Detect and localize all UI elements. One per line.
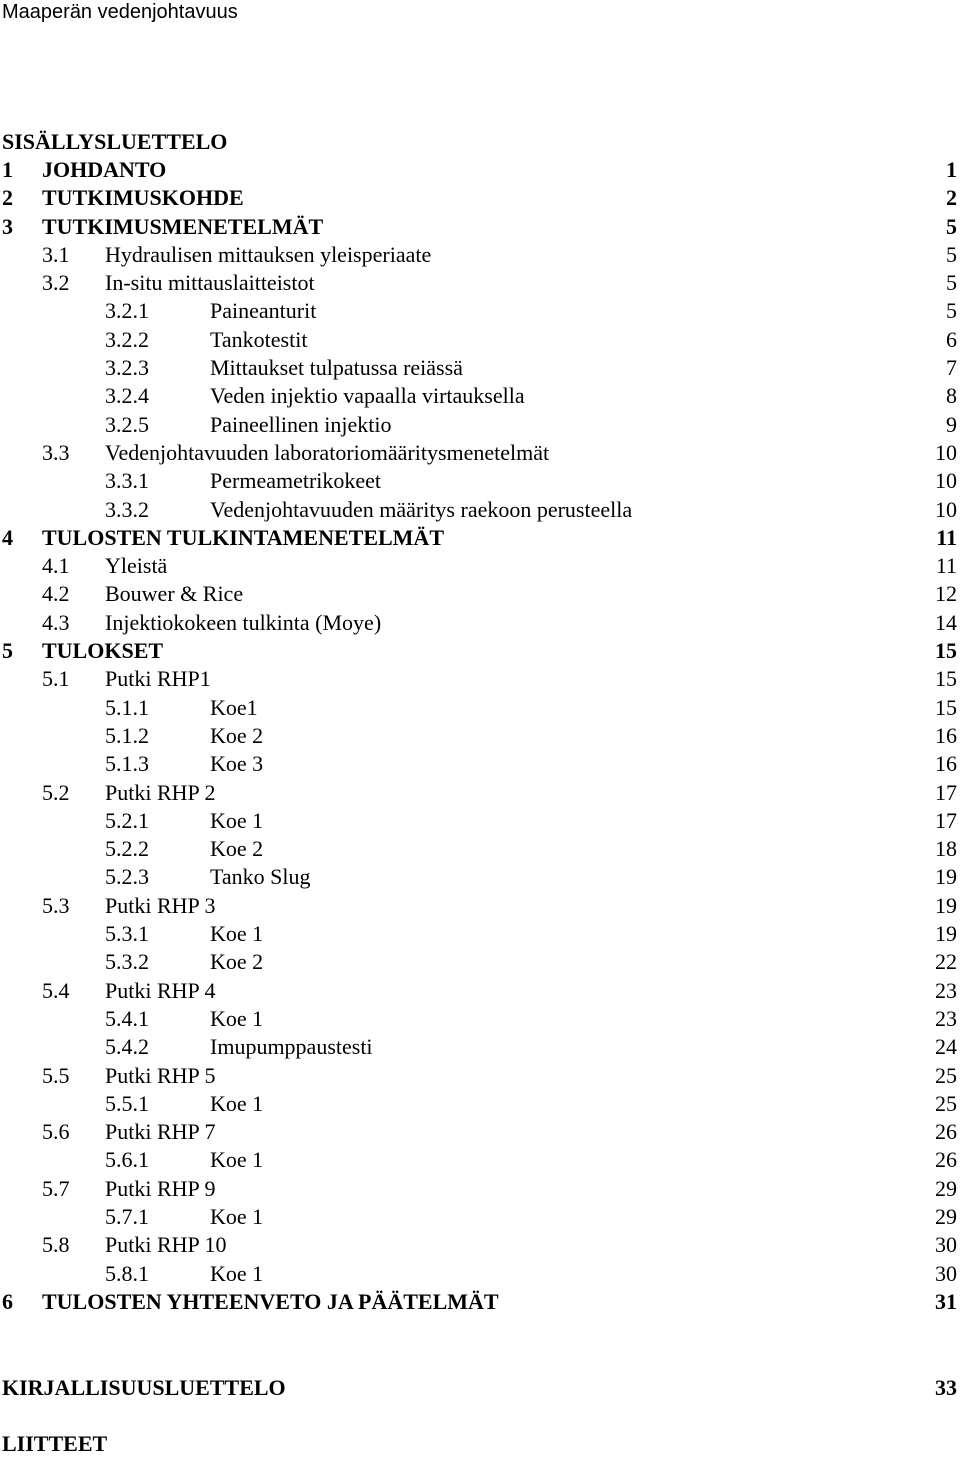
toc-entry-number: 5.2.3 [105,864,149,890]
toc-title: SISÄLLYSLUETTELO [2,129,228,154]
toc-entry-page: 18 [935,836,957,862]
toc-entry[interactable] [0,1005,960,1033]
toc-entry[interactable] [0,411,960,439]
toc-entry-page: 26 [935,1147,957,1173]
toc-entry[interactable] [0,213,960,241]
toc-entry-number: 3.3 [42,439,70,465]
toc-entry-page: 23 [935,977,957,1003]
toc-entry-page: 11 [936,524,957,550]
toc-entry-page: 33 [935,1375,957,1400]
toc-entry-label: Vedenjohtavuuden määritys raekoon perusteella [210,496,633,522]
toc-entry-page: 17 [935,807,957,833]
table-of-contents [0,156,960,1316]
toc-entry-label: LIITTEET [2,1431,108,1456]
toc-entry-label: Putki RHP 9 [105,1175,216,1201]
toc-entry-number: 3.2.2 [105,326,149,352]
toc-entry-number: 3.2 [42,270,70,296]
toc-entry-page: 9 [946,411,957,437]
toc-entry-label: Paineanturit [210,298,317,324]
toc-entry-label: Veden injektio vapaalla virtauksella [210,383,525,409]
toc-entry-label: Putki RHP 2 [105,779,216,805]
toc-entry-number: 5.8.1 [105,1260,149,1286]
toc-entry-label: Koe 2 [210,949,264,975]
toc-entry[interactable] [0,750,960,778]
toc-entry[interactable] [0,1260,960,1288]
toc-entry[interactable] [0,439,960,467]
toc-entry-number: 3.2.4 [105,383,149,409]
toc-entry-number: 5.7 [42,1175,70,1201]
toc-entry-number: 5.6.1 [105,1147,149,1173]
toc-entry-number: 3.3.2 [105,496,149,522]
toc-entry[interactable] [0,184,960,212]
toc-entry-number: 2 [2,185,13,211]
toc-entry-number: 3.2.1 [105,298,149,324]
toc-entry-label: JOHDANTO [42,157,167,182]
toc-entry[interactable] [0,354,960,382]
toc-entry-page: 30 [935,1232,957,1258]
toc-entry-label: Koe1 [210,694,258,720]
toc-entry-number: 4.2 [42,581,70,607]
toc-entry-page: 11 [935,553,957,579]
toc-entry-label: Koe 1 [210,1203,264,1229]
toc-entry-page: 5 [946,298,957,324]
running-header: Maaperän vedenjohtavuus [2,1,238,23]
toc-entry-page: 15 [935,666,957,692]
toc-entry-label: Koe 3 [210,751,264,777]
toc-entry-label: Putki RHP1 [105,666,211,692]
toc-entry[interactable] [0,580,960,608]
toc-entry-page: 19 [935,921,957,947]
toc-entry-page: 10 [935,468,957,494]
toc-entry-page: 19 [935,892,957,918]
toc-entry[interactable] [0,382,960,410]
toc-entry-page: 16 [935,751,957,777]
toc-entry-label: Mittaukset tulpatussa reiässä [210,355,463,381]
toc-entry[interactable] [0,1175,960,1203]
toc-entry-page: 5 [946,241,957,267]
toc-entry-number: 5.6 [42,1119,70,1145]
toc-entry-number: 5.2 [42,779,70,805]
toc-entry-label: TULOSTEN YHTEENVETO JA PÄÄTELMÄT [42,1288,499,1314]
toc-entry-number: 3.1 [42,241,70,267]
toc-entry-number: 5.3.2 [105,949,149,975]
toc-entry-label: Hydraulisen mittauksen yleisperiaate [105,241,432,267]
toc-entry[interactable] [0,1231,960,1259]
toc-entry-page: 16 [935,722,957,748]
toc-entry-page: 30 [935,1260,957,1286]
toc-entry[interactable] [0,326,960,354]
toc-entry[interactable] [0,948,960,976]
toc-entry-number: 5.1.1 [105,694,149,720]
toc-entry-label: TUTKIMUSKOHDE [42,185,244,211]
toc-entry-number: 4.3 [42,609,70,635]
toc-entry-page: 12 [935,581,957,607]
toc-entry[interactable] [0,920,960,948]
toc-entry-number: 5.3 [42,892,70,918]
toc-entry-label: Imupumppaustesti [210,1034,373,1060]
toc-entry-label: Putki RHP 3 [105,892,216,918]
toc-entry-label: TULOSTEN TULKINTAMENETELMÄT [42,524,444,550]
toc-entry-label: TULOKSET [42,638,164,664]
toc-entry-label: In-situ mittauslaitteistot [105,270,315,296]
toc-entry-number: 5.7.1 [105,1203,149,1229]
toc-entry-page: 10 [935,439,957,465]
toc-entry-number: 5 [2,638,13,664]
toc-entry-number: 5.4 [42,977,70,1003]
toc-entry-page: 10 [935,496,957,522]
toc-entry[interactable] [0,269,960,297]
toc-entry[interactable] [0,1203,960,1231]
toc-entry[interactable] [0,977,960,1005]
toc-entry-label: Yleistä [105,553,168,579]
toc-entry[interactable] [0,863,960,891]
toc-entry-page: 5 [946,270,957,296]
toc-entry-number: 3.2.5 [105,411,149,437]
toc-entry-number: 5.5 [42,1062,70,1088]
toc-entry-number: 4.1 [42,553,70,579]
toc-entry-page: 6 [946,326,957,352]
toc-entry[interactable] [0,665,960,693]
toc-entry[interactable] [0,835,960,863]
toc-entry-label: Koe 1 [210,807,264,833]
toc-entry-page: 25 [935,1090,957,1116]
toc-entry-page: 15 [935,638,957,664]
toc-entry[interactable] [0,694,960,722]
toc-entry[interactable] [0,1288,960,1316]
toc-entry-page: 26 [935,1119,957,1145]
toc-entry-page: 31 [935,1288,957,1314]
toc-entry-label: Permeametrikokeet [210,468,382,494]
toc-entry-page: 8 [946,383,957,409]
toc-entry-number: 3.3.1 [105,468,149,494]
toc-entry-number: 5.8 [42,1232,70,1258]
toc-entry[interactable] [0,1146,960,1174]
toc-entry-number: 6 [2,1288,13,1314]
toc-entry-page: 29 [935,1203,957,1229]
toc-entry-page: 24 [935,1034,957,1060]
toc-entry-label: Tankotestit [210,326,308,352]
toc-entry-number: 4 [2,524,13,550]
toc-entry-label: Paineellinen injektio [210,411,392,437]
toc-entry-label: Koe 1 [210,921,264,947]
toc-entry[interactable] [0,892,960,920]
toc-entry[interactable] [0,1090,960,1118]
toc-entry-page: 15 [935,694,957,720]
toc-entry-label: Tanko Slug [210,864,311,890]
toc-entry-page: 2 [946,185,957,211]
toc-entry-number: 5.5.1 [105,1090,149,1116]
toc-entry-page: 14 [935,609,957,635]
toc-entry-number: 1 [2,157,13,182]
toc-entry-number: 5.4.1 [105,1005,149,1031]
toc-entry-page: 25 [935,1062,957,1088]
toc-entry-page: 23 [935,1005,957,1031]
toc-entry[interactable] [0,722,960,750]
toc-entry-label: Vedenjohtavuuden laboratoriomääritysmenetelmät [105,439,550,465]
toc-entry-references[interactable] [0,1374,960,1402]
toc-entry[interactable] [0,552,960,580]
toc-entry-number: 5.2.2 [105,836,149,862]
toc-entry-label: Koe 2 [210,722,264,748]
toc-entry-number: 5.4.2 [105,1034,149,1060]
toc-entry-label: Koe 1 [210,1260,264,1286]
toc-entry-label: Putki RHP 5 [105,1062,216,1088]
toc-entry-number: 3.2.3 [105,355,149,381]
toc-entry[interactable] [0,807,960,835]
toc-entry[interactable] [0,297,960,325]
toc-entry-page: 5 [946,213,957,239]
toc-entry[interactable] [0,1033,960,1061]
toc-entry[interactable] [0,156,960,184]
toc-entry-page: 22 [935,949,957,975]
toc-entry[interactable] [0,524,960,552]
toc-entry[interactable] [0,1118,960,1146]
toc-entry[interactable] [0,779,960,807]
toc-entry-label: TUTKIMUSMENETELMÄT [42,213,324,239]
toc-entry-label: Putki RHP 4 [105,977,216,1003]
toc-entry[interactable] [0,637,960,665]
toc-entry-page: 7 [946,355,957,381]
toc-entry-label: Bouwer & Rice [105,581,244,607]
toc-entry-label: KIRJALLISUUSLUETTELO [2,1375,286,1400]
toc-entry-label: Putki RHP 10 [105,1232,227,1258]
toc-entry-page: 29 [935,1175,957,1201]
toc-entry-number: 5.1.3 [105,751,149,777]
toc-entry-label: Putki RHP 7 [105,1119,216,1145]
toc-entry[interactable] [0,609,960,637]
toc-entry-label: Injektiokokeen tulkinta (Moye) [105,609,382,635]
toc-entry-label: Koe 1 [210,1005,264,1031]
toc-entry-number: 3 [2,213,13,239]
toc-entry[interactable] [0,241,960,269]
toc-entry[interactable] [0,467,960,495]
toc-entry-number: 5.1.2 [105,722,149,748]
toc-entry-label: Koe 2 [210,836,264,862]
toc-entry-page: 1 [946,157,957,182]
toc-entry-number: 5.1 [42,666,70,692]
toc-entry-label: Koe 1 [210,1147,264,1173]
toc-entry-number: 5.3.1 [105,921,149,947]
toc-entry-label: Koe 1 [210,1090,264,1116]
toc-entry-appendices[interactable] [0,1430,960,1458]
toc-entry[interactable] [0,496,960,524]
toc-entry-number: 5.2.1 [105,807,149,833]
toc-entry-page: 17 [935,779,957,805]
toc-entry-page: 19 [935,864,957,890]
toc-entry[interactable] [0,1062,960,1090]
